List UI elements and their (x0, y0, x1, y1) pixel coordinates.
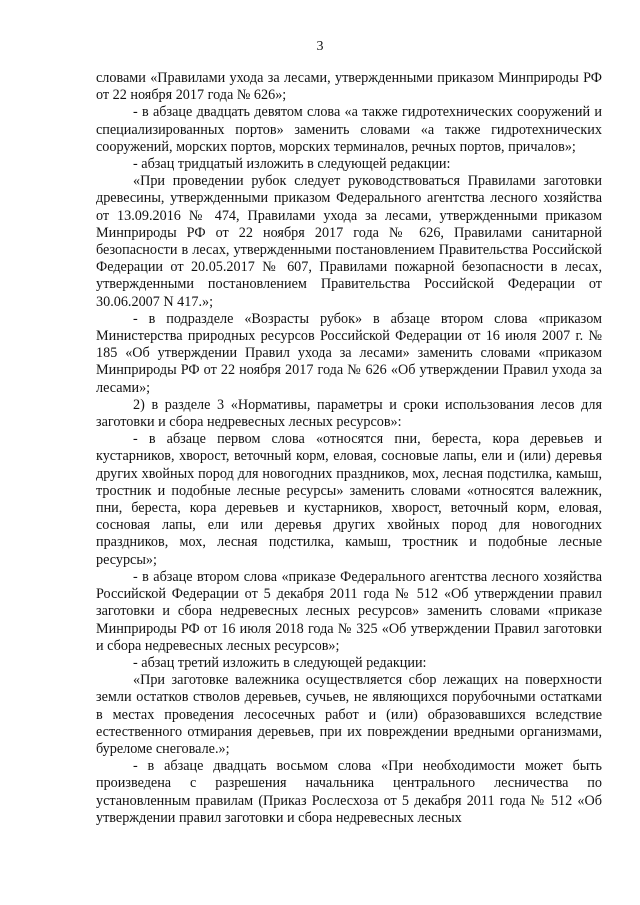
paragraph: «При проведении рубок следует руководствоваться Правилами заготовки древесины, утвержденными приказом Федерального агентства лесного хозяйства от 13.09.2016 № 474, Правилами ухода за лесами, утвержденными приказом Минприроды РФ от 22 ноября 2017 года № 626, Правилами санитарной безопасности в лесах, утвержденными постановлением Правительства Российской Федерации от 20.05.2017 № 607, Правилами пожарной безопасности в лесах, утвержденными постановлением Правительства Российской Федерации от 30.06.2007 N 417.»; (96, 173, 602, 310)
paragraph: - в подразделе «Возрасты рубок» в абзаце втором слова «приказом Министерства природных ресурсов Российской Федерации от 16 июля 2007 г. № 185 «Об утверждении Правил ухода за лесами» заменить словами «приказом Минприроды РФ от 22 ноября 2017 года № 626 «Об утверждении Правил ухода за лесами»; (96, 310, 602, 396)
page-number: 3 (316, 39, 324, 54)
paragraph: - абзац третий изложить в следующей редакции: (133, 654, 427, 671)
paragraph: словами «Правилами ухода за лесами, утвержденными приказом Минприроды РФ от 22 ноября 2017 года № 626»; (96, 70, 602, 104)
paragraph: 2) в разделе 3 «Нормативы, параметры и сроки использования лесов для заготовки и сбора недревесных лесных ресурсов»: (96, 396, 602, 431)
paragraph: «При заготовке валежника осуществляется сбор лежащих на поверхности земли остатков стволов деревьев, сучьев, не являющихся порубочными остатками в местах проведения лесосечных работ и (или) образовавшихся вследствие естественного отмирания деревьев, при их повреждении вредными организмами, буреломе снеговале.»; (96, 672, 602, 757)
paragraph: - в абзаце двадцать девятом слова «а также гидротехнических сооружений и специализированных портов» заменить словами «а также гидротехнических сооружений, морских портов, морских терминалов, речных портов, причалов»; (96, 104, 602, 155)
document-body (96, 70, 602, 827)
paragraph: - в абзаце втором слова «приказе Федерального агентства лесного хозяйства Российской Федерации от 5 декабря 2011 года № 512 «Об утверждении правил заготовки и сбора недревесных лесных ресурсов» заменить словами «приказе Минприроды РФ от 16 июля 2018 года № 325 «Об утверждении Правил заготовки и сбора недревесных лесных ресурсов»; (96, 568, 602, 654)
paragraph: - в абзаце двадцать восьмом слова «При необходимости может быть произведена с разрешения начальника центрального лесничества по установленным правилам (Приказ Рослесхоза от 5 декабря 2011 года № 512 «Об утверждении правил заготовки и сбора недревесных лесных (96, 758, 602, 826)
paragraph: - абзац тридцатый изложить в следующей редакции: (133, 156, 451, 173)
paragraph: - в абзаце первом слова «относятся пни, береста, кора деревьев и кустарников, хворост, веточный корм, еловая, сосновые лапы, ели и (или) деревья других хвойных пород для новогодних праздников, мох, лесная подстилка, камыш, тростник и подобные лесные ресурсы» заменить словами «относятся валежник, пни, береста, кора деревьев и кустарников, хворост, веточный корм, еловая, сосновая лапы, ели или деревья других хвойных пород для новогодних праздников, мох, лесная подстилка, камыш, тростник и подобные лесные ресурсы»; (96, 431, 602, 568)
